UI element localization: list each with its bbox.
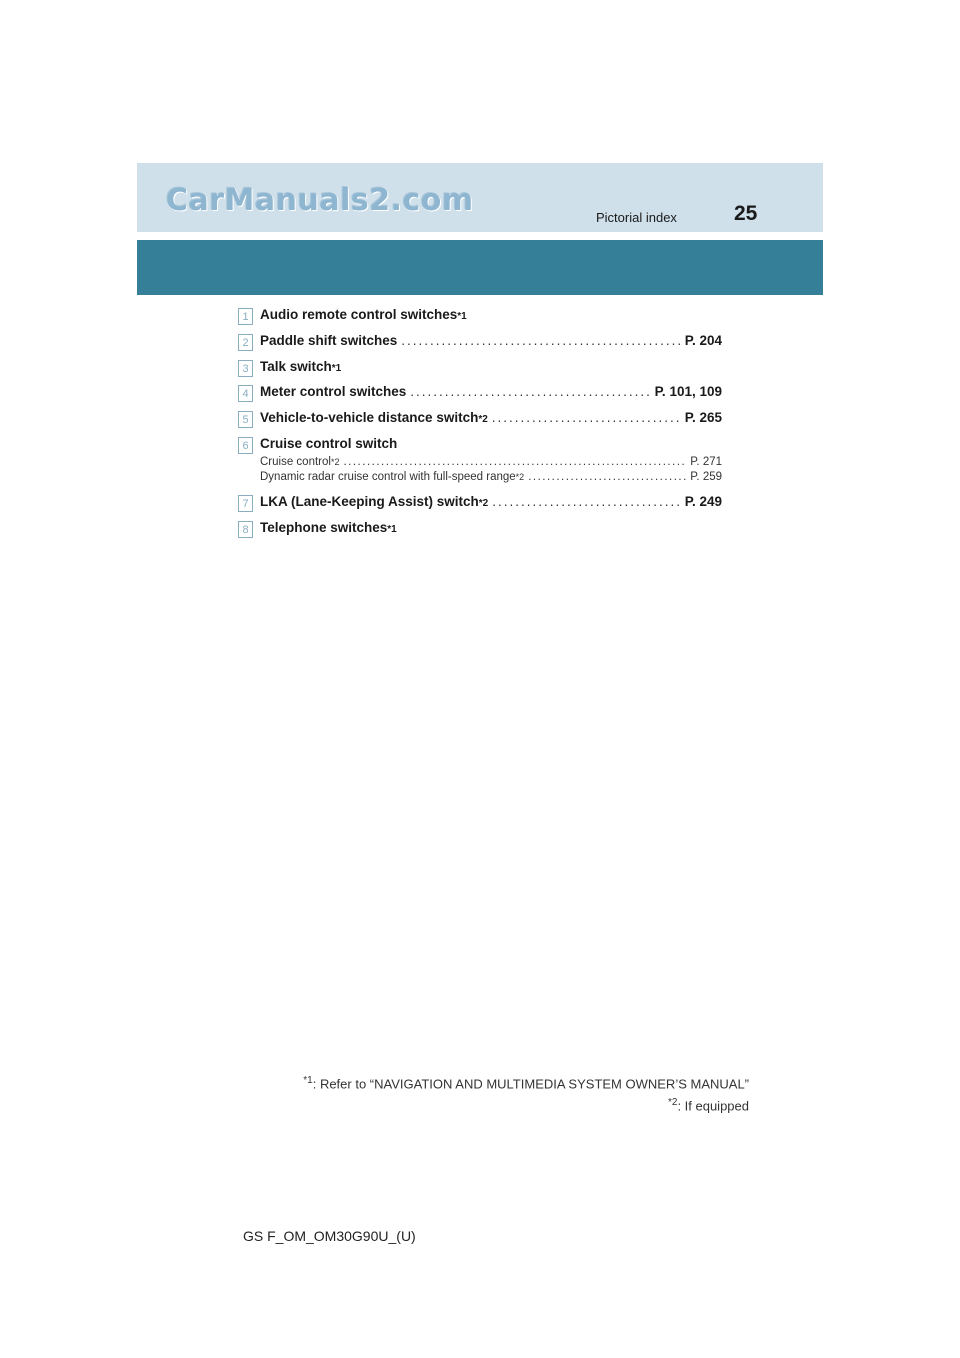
- item-number-badge: 1: [238, 308, 253, 325]
- footnote-1: [303, 1075, 749, 1091]
- watermark-logo: CarManuals2.com: [166, 183, 474, 218]
- sub-item-label: Cruise control: [260, 456, 331, 468]
- index-item-2: [238, 333, 722, 353]
- item-number-badge: 6: [238, 437, 253, 454]
- item-label: LKA (Lane-Keeping Assist) switch: [260, 494, 479, 509]
- item-number-badge: 5: [238, 411, 253, 428]
- page-reference-link[interactable]: P. 101, 109: [654, 384, 722, 399]
- leader-dots: [492, 410, 681, 425]
- page-reference-link[interactable]: P. 259: [690, 471, 722, 483]
- item-label: Audio remote control switches: [260, 307, 458, 322]
- index-item-8: 8 Telephone switches *1: [238, 520, 722, 540]
- item-label: Meter control switches: [260, 384, 407, 399]
- leader-dots: [492, 494, 680, 509]
- page-number: 25: [734, 202, 758, 225]
- sub-item-label: Dynamic radar cruise control with full-speed range: [260, 471, 516, 483]
- index-item-5: 5 Vehicle-to-vehicle distance switch *2 ..... P. 265: [238, 410, 722, 430]
- page-reference-link[interactable]: P. 265: [684, 410, 722, 425]
- leader-dots: [410, 384, 650, 399]
- leader-dots: [528, 471, 686, 483]
- page-reference-link[interactable]: P. 271: [690, 456, 722, 468]
- index-item-1: 1 Audio remote control switches *1: [238, 307, 722, 327]
- item-number-badge: 2: [238, 334, 253, 351]
- sub-item-dynamic-radar-cruise: Dynamic radar cruise control with full-speed range *2 ..... P. 259: [260, 471, 722, 483]
- item-label: Telephone switches: [260, 520, 388, 535]
- footnote-mark: *2: [667, 1097, 678, 1108]
- section-title: Pictorial index: [596, 210, 677, 225]
- item-label: Cruise control switch: [260, 436, 398, 451]
- page-reference-link[interactable]: P. 249: [684, 494, 722, 509]
- footnote-text: : If equipped: [677, 1098, 749, 1114]
- footnote-2: [668, 1097, 749, 1113]
- leader-dots: [401, 333, 680, 348]
- item-number-badge: 7: [238, 495, 253, 512]
- title-bar: [137, 240, 823, 295]
- index-item-7: 7 LKA (Lane-Keeping Assist) switch *2 ..... P. 249: [238, 494, 722, 514]
- item-number-badge: 3: [238, 360, 253, 377]
- footnote-text: : Refer to “NAVIGATION AND MULTIMEDIA SYSTEM OWNER’S MANUAL”: [312, 1076, 749, 1092]
- leader-dots: [343, 456, 686, 468]
- document-code: GS F_OM_OM30G90U_(U): [243, 1228, 416, 1244]
- index-item-3: 3 Talk switch *1: [238, 359, 722, 379]
- item-number-badge: 4: [238, 385, 253, 402]
- item-number-badge: 8: [238, 521, 253, 538]
- page-reference-link[interactable]: P. 204: [684, 333, 722, 348]
- footnote-mark: *1: [303, 1075, 313, 1086]
- index-item-6: [238, 436, 722, 456]
- sub-item-cruise-control: Cruise control *2 ..... P. 271: [260, 456, 722, 468]
- index-item-4: [238, 384, 722, 404]
- item-label: Talk switch: [260, 359, 332, 374]
- item-label: Paddle shift switches: [260, 333, 398, 348]
- item-label: Vehicle-to-vehicle distance switch: [260, 410, 479, 425]
